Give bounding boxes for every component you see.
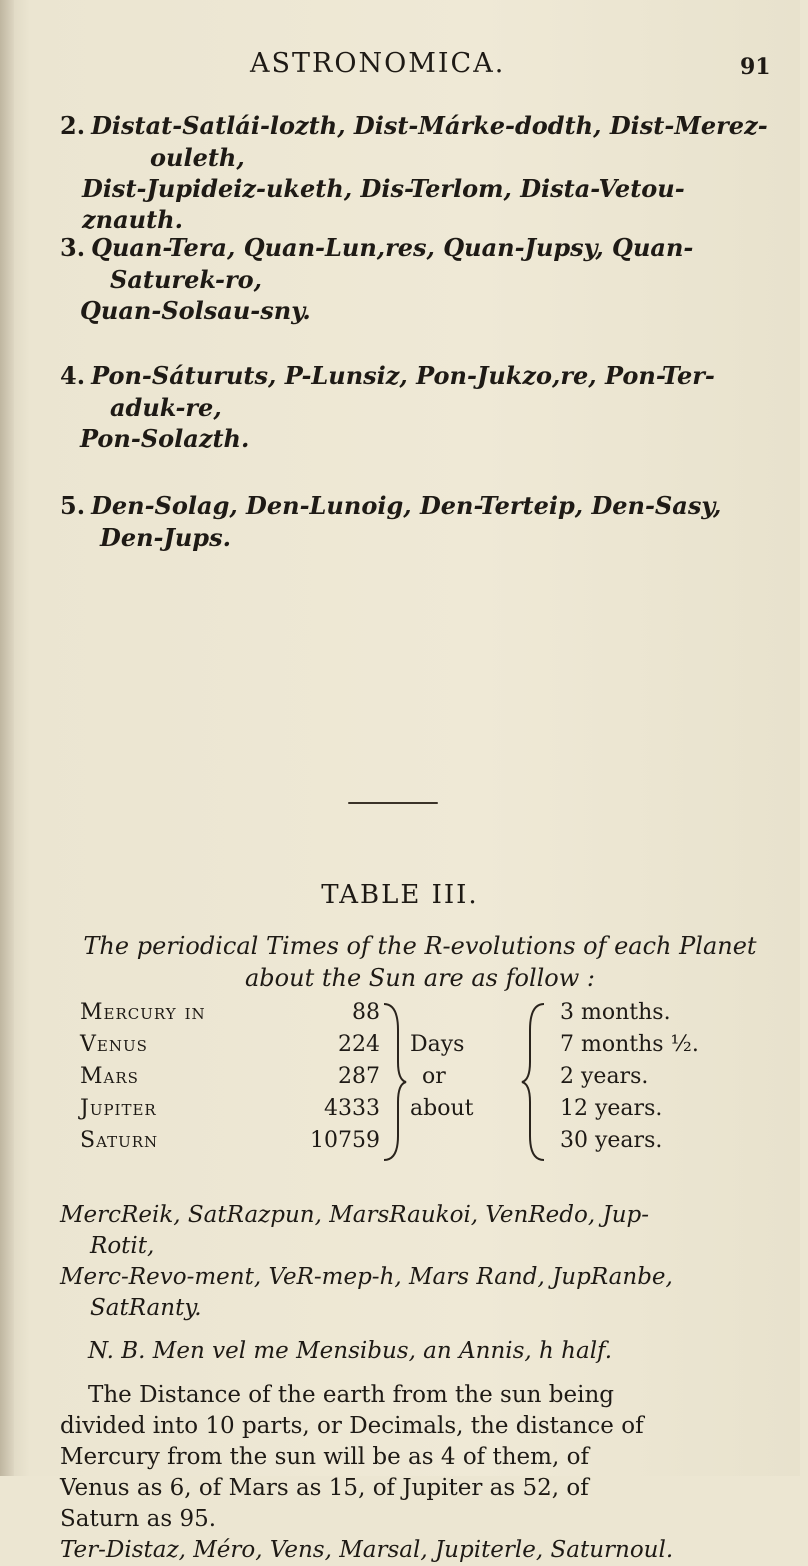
paragraph-line: The Distance of the earth from the sun being	[88, 1382, 615, 1408]
entry-line: Distat-Satlái-lozth, Dist-Márke-dodth, Dist-Merez-	[91, 111, 768, 140]
entry-line: Den-Solag, Den-Lunoig, Den-Terteip, Den-Sasy,	[91, 491, 722, 520]
planet-name: Mars	[80, 1064, 139, 1089]
days-value: 10759	[310, 1128, 380, 1153]
days-value: 88	[352, 1000, 380, 1025]
planet-period-table	[80, 1000, 720, 1170]
entry-number: 4.	[60, 361, 86, 390]
planet-name: Venus	[80, 1032, 148, 1057]
caption-line: The periodical Times of the R-evolutions of each Planet	[83, 932, 757, 960]
days-value: 287	[338, 1064, 380, 1089]
entry-2	[60, 110, 780, 235]
paragraph-line: Venus as 6, of Mars as 15, of Jupiter as 52, of	[60, 1475, 589, 1501]
entry-number: 3.	[60, 233, 86, 262]
days-value: 224	[338, 1032, 380, 1057]
connector-word: Days	[410, 1032, 465, 1057]
page-gutter	[0, 0, 14, 1476]
period-value: 3 months.	[560, 1000, 671, 1025]
page-number: 91	[740, 54, 771, 80]
running-title: ASTRONOMICA.	[250, 48, 506, 79]
caption-line: about the Sun are as follow :	[244, 964, 596, 992]
entry-line: Pon-Sáturuts, P-Lunsiz, Pon-Jukzo,re, Pon-Ter-	[91, 361, 715, 390]
paragraph-line: Merc-Revo-ment, VeR-mep-h, Mars Rand, JupRanbe,	[60, 1264, 673, 1290]
paragraph-line: Mercury from the sun will be as 4 of them, of	[60, 1444, 589, 1470]
entry-line: Pon-Solazth.	[80, 424, 250, 453]
paragraph-line: Ter-Distaz, Méro, Vens, Marsal, Jupiterle, Saturnoul.	[60, 1537, 674, 1563]
nota-bene: N. B. Men vel me Mensibus, an Annis, h half.	[88, 1338, 613, 1364]
paragraph-line: Rotit,	[90, 1233, 155, 1259]
entry-line: Quan-Solsau-sny.	[80, 296, 311, 325]
entry-number: 2.	[60, 111, 86, 140]
section-divider	[348, 802, 438, 804]
planet-name: Mercury in	[80, 1000, 206, 1025]
planet-name: Jupiter	[80, 1096, 157, 1121]
entry-number: 5.	[60, 491, 86, 520]
entry-4	[60, 360, 780, 454]
entry-line: aduk-re,	[110, 393, 222, 422]
left-brace	[380, 1000, 410, 1165]
period-value: 7 months ½.	[560, 1032, 699, 1057]
paragraph-line: MercReik, SatRazpun, MarsRaukoi, VenRedo, Jup-	[60, 1202, 650, 1228]
revolution-names-paragraph	[60, 1200, 780, 1324]
entry-line: ouleth,	[150, 143, 245, 172]
distance-paragraph	[60, 1380, 780, 1563]
page-header	[0, 48, 800, 88]
paragraph-line: divided into 10 parts, or Decimals, the distance of	[60, 1413, 644, 1439]
entry-3	[60, 232, 780, 326]
planet-name: Saturn	[80, 1128, 159, 1153]
days-value: 4333	[324, 1096, 380, 1121]
entry-line: Saturek-ro,	[110, 265, 262, 294]
entry-5	[60, 490, 780, 553]
period-value: 30 years.	[560, 1128, 663, 1153]
entry-line: Den-Jups.	[100, 523, 231, 552]
entry-line: Dist-Jupideiz-uketh, Dis-Terlom, Dista-Vetou-znauth.	[82, 174, 685, 234]
period-value: 12 years.	[560, 1096, 663, 1121]
table-caption	[60, 930, 780, 994]
paragraph-line: Saturn as 95.	[60, 1506, 217, 1532]
entry-line: Quan-Tera, Quan-Lun,res, Quan-Jupsy, Quan-	[91, 233, 694, 262]
connector-word: about	[410, 1096, 474, 1121]
table-title: TABLE III.	[321, 880, 479, 910]
connector-word: or	[422, 1064, 446, 1089]
right-brace	[518, 1000, 548, 1165]
paragraph-line: SatRanty.	[90, 1295, 202, 1321]
period-value: 2 years.	[560, 1064, 649, 1089]
